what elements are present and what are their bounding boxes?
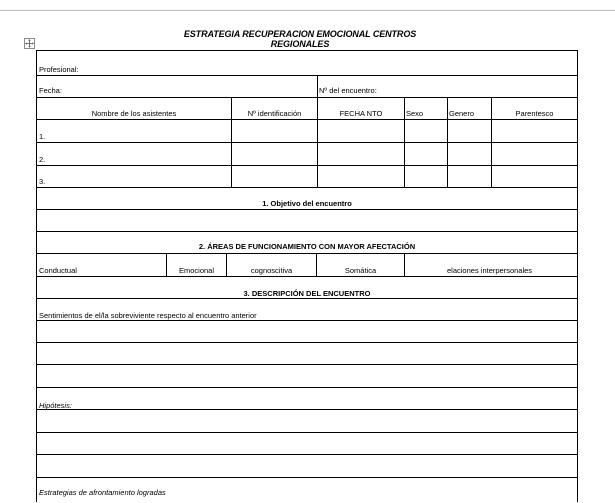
area-somatica: Somática xyxy=(344,266,377,275)
section-areas-header xyxy=(37,232,577,254)
section-descripcion-header xyxy=(37,277,577,299)
row-profesional[interactable] xyxy=(37,51,577,76)
estrategias-row[interactable] xyxy=(37,478,577,503)
area-conductual: Conductual xyxy=(39,266,77,275)
blank-line[interactable] xyxy=(37,433,577,455)
attendees-header-row xyxy=(37,98,577,120)
blank-line[interactable] xyxy=(37,365,577,388)
hipotesis-row[interactable] xyxy=(37,388,577,410)
sentimientos-label: Sentimientos de el/la sobreviviente respecto al encuentro anterior xyxy=(39,311,257,320)
header-fecha-nto: FECHA NTO xyxy=(339,109,383,118)
header-sexo: Sexo xyxy=(406,109,424,118)
blank-line[interactable] xyxy=(37,410,577,433)
hipotesis-label: Hipótesis: xyxy=(39,401,72,410)
blank-line[interactable] xyxy=(37,343,577,365)
row-fecha[interactable] xyxy=(37,76,577,98)
blank-line[interactable] xyxy=(37,321,577,343)
row-number: 3. xyxy=(39,177,46,186)
section-objetivo-header xyxy=(37,188,577,210)
area-relaciones: elaciones interpersonales xyxy=(447,266,533,275)
profesional-label: Profesional: xyxy=(39,65,79,74)
attendee-row[interactable] xyxy=(37,120,577,143)
blank-line[interactable] xyxy=(37,455,577,478)
header-parentesco: Parentesco xyxy=(515,109,554,118)
section-descripcion-title: 3. DESCRIPCIÓN DEL ENCUENTRO xyxy=(243,289,371,298)
header-identificacion: Nº identificación xyxy=(247,109,302,118)
ruler-line xyxy=(0,10,615,11)
form-table xyxy=(36,50,578,502)
title-line-2: REGIONALES xyxy=(270,39,330,49)
estrategias-label: Estrategias de afrontamiento logradas xyxy=(39,488,166,497)
section-areas-title: 2. ÁREAS DE FUNCIONAMIENTO CON MAYOR AFECTACIÓN xyxy=(198,242,416,251)
divider xyxy=(317,76,318,97)
section-objetivo-title: 1. Objetivo del encuentro xyxy=(262,199,352,208)
row-number: 2. xyxy=(39,155,46,164)
area-emocional: Emocional xyxy=(178,266,215,275)
document-title xyxy=(150,29,450,49)
attendee-row[interactable] xyxy=(37,166,577,188)
title-line-1: ESTRATEGIA RECUPERACION EMOCIONAL CENTROS xyxy=(183,29,417,39)
areas-row[interactable] xyxy=(37,254,577,277)
header-genero: Genero xyxy=(449,109,475,118)
attendee-row[interactable] xyxy=(37,143,577,166)
objetivo-field[interactable] xyxy=(37,210,577,232)
fecha-label: Fecha: xyxy=(39,86,62,95)
move-arrows-icon[interactable] xyxy=(24,38,35,49)
row-number: 1. xyxy=(39,132,46,141)
encuentro-label: Nº del encuentro: xyxy=(319,86,377,95)
header-nombre: Nombre de los asistentes xyxy=(91,109,177,118)
area-cognoscitiva: cognoscitiva xyxy=(250,266,293,275)
sentimientos-row[interactable] xyxy=(37,299,577,321)
